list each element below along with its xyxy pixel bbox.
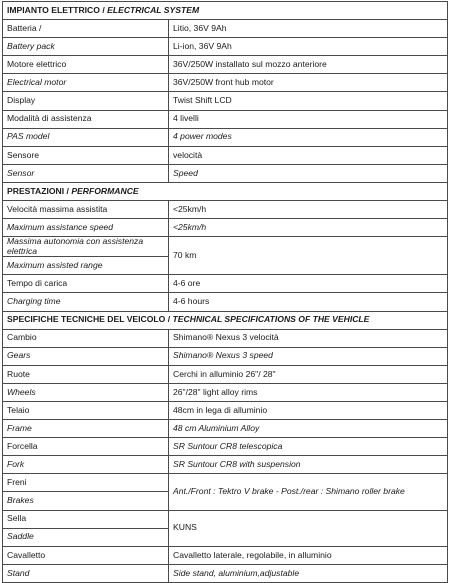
row-label: Sensor [3,164,169,182]
row-value: Li-ion, 36V 9Ah [169,38,448,56]
row-label: Freni [3,474,169,492]
row-value: KUNS [169,510,448,546]
table-row [3,110,448,128]
row-value: 70 km [169,237,448,275]
row-value: 4-6 ore [169,275,448,293]
table-row [3,275,448,293]
row-label: Velocità massima assistita [3,201,169,219]
row-value: 48 cm Aluminium Alloy [169,420,448,438]
row-value: 26"/28" light alloy rims [169,383,448,401]
section-title-it: IMPIANTO ELETTRICO / [7,4,105,15]
section-title-en: TECHNICAL SPECIFICATIONS OF THE VEHICLE [172,314,370,325]
row-value: 4 livelli [169,110,448,128]
section-title-en: PERFORMANCE [71,185,139,196]
section-title [3,182,448,200]
row-value: 36V/250W installato sul mozzo anteriore [169,56,448,74]
section-title-it: PRESTAZIONI / [7,185,69,196]
row-label: PAS model [3,128,169,146]
specifications-table [2,1,448,583]
row-label: Saddle [3,528,169,546]
row-label: Modalità di assistenza [3,110,169,128]
table-row [3,420,448,438]
row-value: 48cm in lega di alluminio [169,401,448,419]
row-label: Brakes [3,492,169,510]
table-row [3,74,448,92]
row-label: Gears [3,347,169,365]
row-value: Litio, 36V 9Ah [169,20,448,38]
row-label: Cavalletto [3,546,169,564]
row-value: Shimano® Nexus 3 speed [169,347,448,365]
row-value: SR Suntour CR8 with suspension [169,456,448,474]
row-value: 4-6 hours [169,293,448,311]
row-value: <25km/h [169,219,448,237]
section-header-technical-specifications [3,311,448,329]
row-label: Fork [3,456,169,474]
row-label: Charging time [3,293,169,311]
row-value: Shimano® Nexus 3 velocità [169,329,448,347]
table-row [3,219,448,237]
row-value: Cavalletto laterale, regolabile, in alluminio [169,546,448,564]
table-row [3,474,448,492]
row-value: Ant./Front : Tektro V brake - Post./rear : Shimano roller brake [169,474,448,510]
row-label: Maximum assistance speed [3,219,169,237]
row-value: 36V/250W front hub motor [169,74,448,92]
row-value: Side stand, aluminium,adjustable [169,564,448,582]
table-row [3,383,448,401]
table-row [3,38,448,56]
table-row [3,365,448,383]
table-row [3,56,448,74]
row-label: Sella [3,510,169,528]
row-label: Batteria / [3,20,169,38]
table-row [3,347,448,365]
row-label: Sensore [3,146,169,164]
row-label: Cambio [3,329,169,347]
row-label: Wheels [3,383,169,401]
section-title-it: SPECIFICHE TECNICHE DEL VEICOLO / [7,314,171,325]
row-label: Frame [3,420,169,438]
section-title [3,311,448,329]
table-row [3,20,448,38]
table-row [3,401,448,419]
table-row [3,201,448,219]
section-title-en: ELECTRICAL SYSTEM [107,4,200,15]
row-value: velocità [169,146,448,164]
row-label: Stand [3,564,169,582]
row-value: Twist Shift LCD [169,92,448,110]
row-label: Display [3,92,169,110]
section-header-performance [3,182,448,200]
table-row [3,128,448,146]
table-row [3,510,448,528]
row-label: Electrical motor [3,74,169,92]
table-row [3,329,448,347]
row-value: Cerchi in alluminio 26"/ 28" [169,365,448,383]
row-value: <25km/h [169,201,448,219]
table-row [3,438,448,456]
row-value: Speed [169,164,448,182]
section-header-electrical-system [3,2,448,20]
row-label: Telaio [3,401,169,419]
row-label: Tempo di carica [3,275,169,293]
table-row [3,293,448,311]
row-label: Motore elettrico [3,56,169,74]
row-value: 4 power modes [169,128,448,146]
table-row [3,164,448,182]
row-label: Ruote [3,365,169,383]
table-row [3,456,448,474]
table-row [3,92,448,110]
section-title [3,2,448,20]
row-label: Battery pack [3,38,169,56]
row-value: SR Suntour CR8 telescopica [169,438,448,456]
table-row [3,237,448,257]
table-row [3,546,448,564]
row-label: Forcella [3,438,169,456]
table-row [3,564,448,582]
row-label: Massima autonomia con assistenza elettrica [3,237,169,257]
row-label: Maximum assisted range [3,257,169,275]
table-row [3,146,448,164]
